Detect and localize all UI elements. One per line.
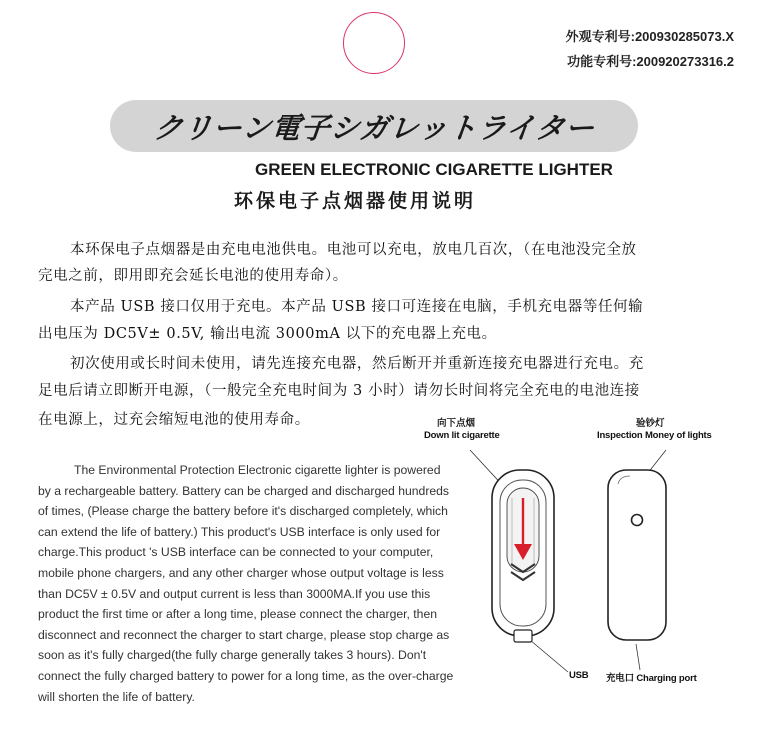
charging-port-label: 充电口 Charging port bbox=[606, 673, 697, 684]
chinese-title: 环保电子点烟器使用说明 bbox=[234, 190, 477, 212]
product-diagram bbox=[440, 440, 740, 680]
lighter-back-view bbox=[608, 470, 666, 640]
cn-paragraph-line: 本环保电子点烟器是由充电电池供电。电池可以充电，放电几百次，（在电池没完全放 bbox=[70, 242, 637, 258]
en-paragraph-line: mobile phone chargers, and any other charger whose output voltage is less bbox=[38, 565, 444, 580]
en-paragraph-line: by a rechargeable battery. Battery can be charged and discharged hundreds bbox=[38, 483, 450, 498]
en-paragraph-line: than DC5V ± 0.5V and output current is less than 3000MA.If you use this bbox=[38, 586, 431, 601]
down-lit-label-en: Down lit cigarette bbox=[424, 430, 500, 441]
lighter-front-view bbox=[492, 470, 554, 642]
en-paragraph-line: of times, (Please charge the battery before it's discharged completely, which bbox=[38, 504, 448, 519]
japanese-title-banner bbox=[110, 100, 638, 152]
en-paragraph-line: disconnect and reconnect the charger to start charge, please stop charge as bbox=[38, 627, 450, 642]
en-paragraph-line: product the first time or after a long time, please connect the charger, then bbox=[38, 607, 438, 622]
usb-label: USB bbox=[569, 670, 589, 681]
english-title: GREEN ELECTRONIC CIGARETTE LIGHTER bbox=[255, 160, 613, 179]
inspection-light-icon bbox=[632, 515, 643, 526]
cn-paragraph-line: 在电源上，过充会缩短电池的使用寿命。 bbox=[38, 412, 310, 428]
cn-paragraph-line: 本产品 USB 接口仅用于充电。本产品 USB 接口可连接在电脑，手机充电器等任何输 bbox=[70, 299, 644, 315]
cn-paragraph-line: 足电后请立即断开电源，（一般完全充电时间为 3 小时）请勿长时间将完全充电的电池连接 bbox=[38, 383, 640, 399]
cn-paragraph-line: 出电压为 DC5V± 0.5V, 输出电流 3000mA 以下的充电器上充电。 bbox=[38, 326, 497, 342]
en-paragraph-line: connect the fully charged battery to power for a long time, as the over-charge bbox=[38, 668, 454, 683]
english-paragraph bbox=[38, 460, 486, 707]
cn-paragraph-line: 完电之前，即用即充会延长电池的使用寿命）。 bbox=[38, 268, 348, 284]
cn-paragraph-line: 初次使用或长时间未使用，请先连接充电器，然后断开并重新连接充电器进行充电。充 bbox=[70, 356, 644, 372]
en-paragraph-line: charge.This product 's USB interface can be connected to your computer, bbox=[38, 545, 434, 560]
utility-patent-number: 功能专利号:200920273316.2 bbox=[567, 54, 734, 69]
down-lit-label-cn: 向下点烟 bbox=[437, 418, 476, 429]
en-paragraph-line: The Environmental Protection Electronic cigarette lighter is powered bbox=[74, 463, 441, 477]
usb-connector bbox=[514, 630, 532, 642]
inspection-light-label-cn: 验钞灯 bbox=[636, 418, 665, 429]
japanese-title: クリーン電子シガレットライター bbox=[151, 110, 597, 145]
charging-port-leader-line bbox=[636, 644, 640, 670]
design-patent-number: 外观专利号:200930285073.X bbox=[565, 29, 734, 44]
en-paragraph-line: can extend the life of battery.) This product's USB interface is only used for bbox=[38, 524, 441, 539]
inspection-light-label-en: Inspection Money of lights bbox=[597, 430, 712, 441]
en-paragraph-line: will shorten the life of battery. bbox=[38, 689, 195, 704]
en-paragraph-line: soon as it's fully charged(the fully charge generally takes 3 hours). Don't bbox=[38, 648, 427, 663]
registration-circle bbox=[343, 12, 405, 74]
usb-leader-line bbox=[530, 640, 568, 672]
